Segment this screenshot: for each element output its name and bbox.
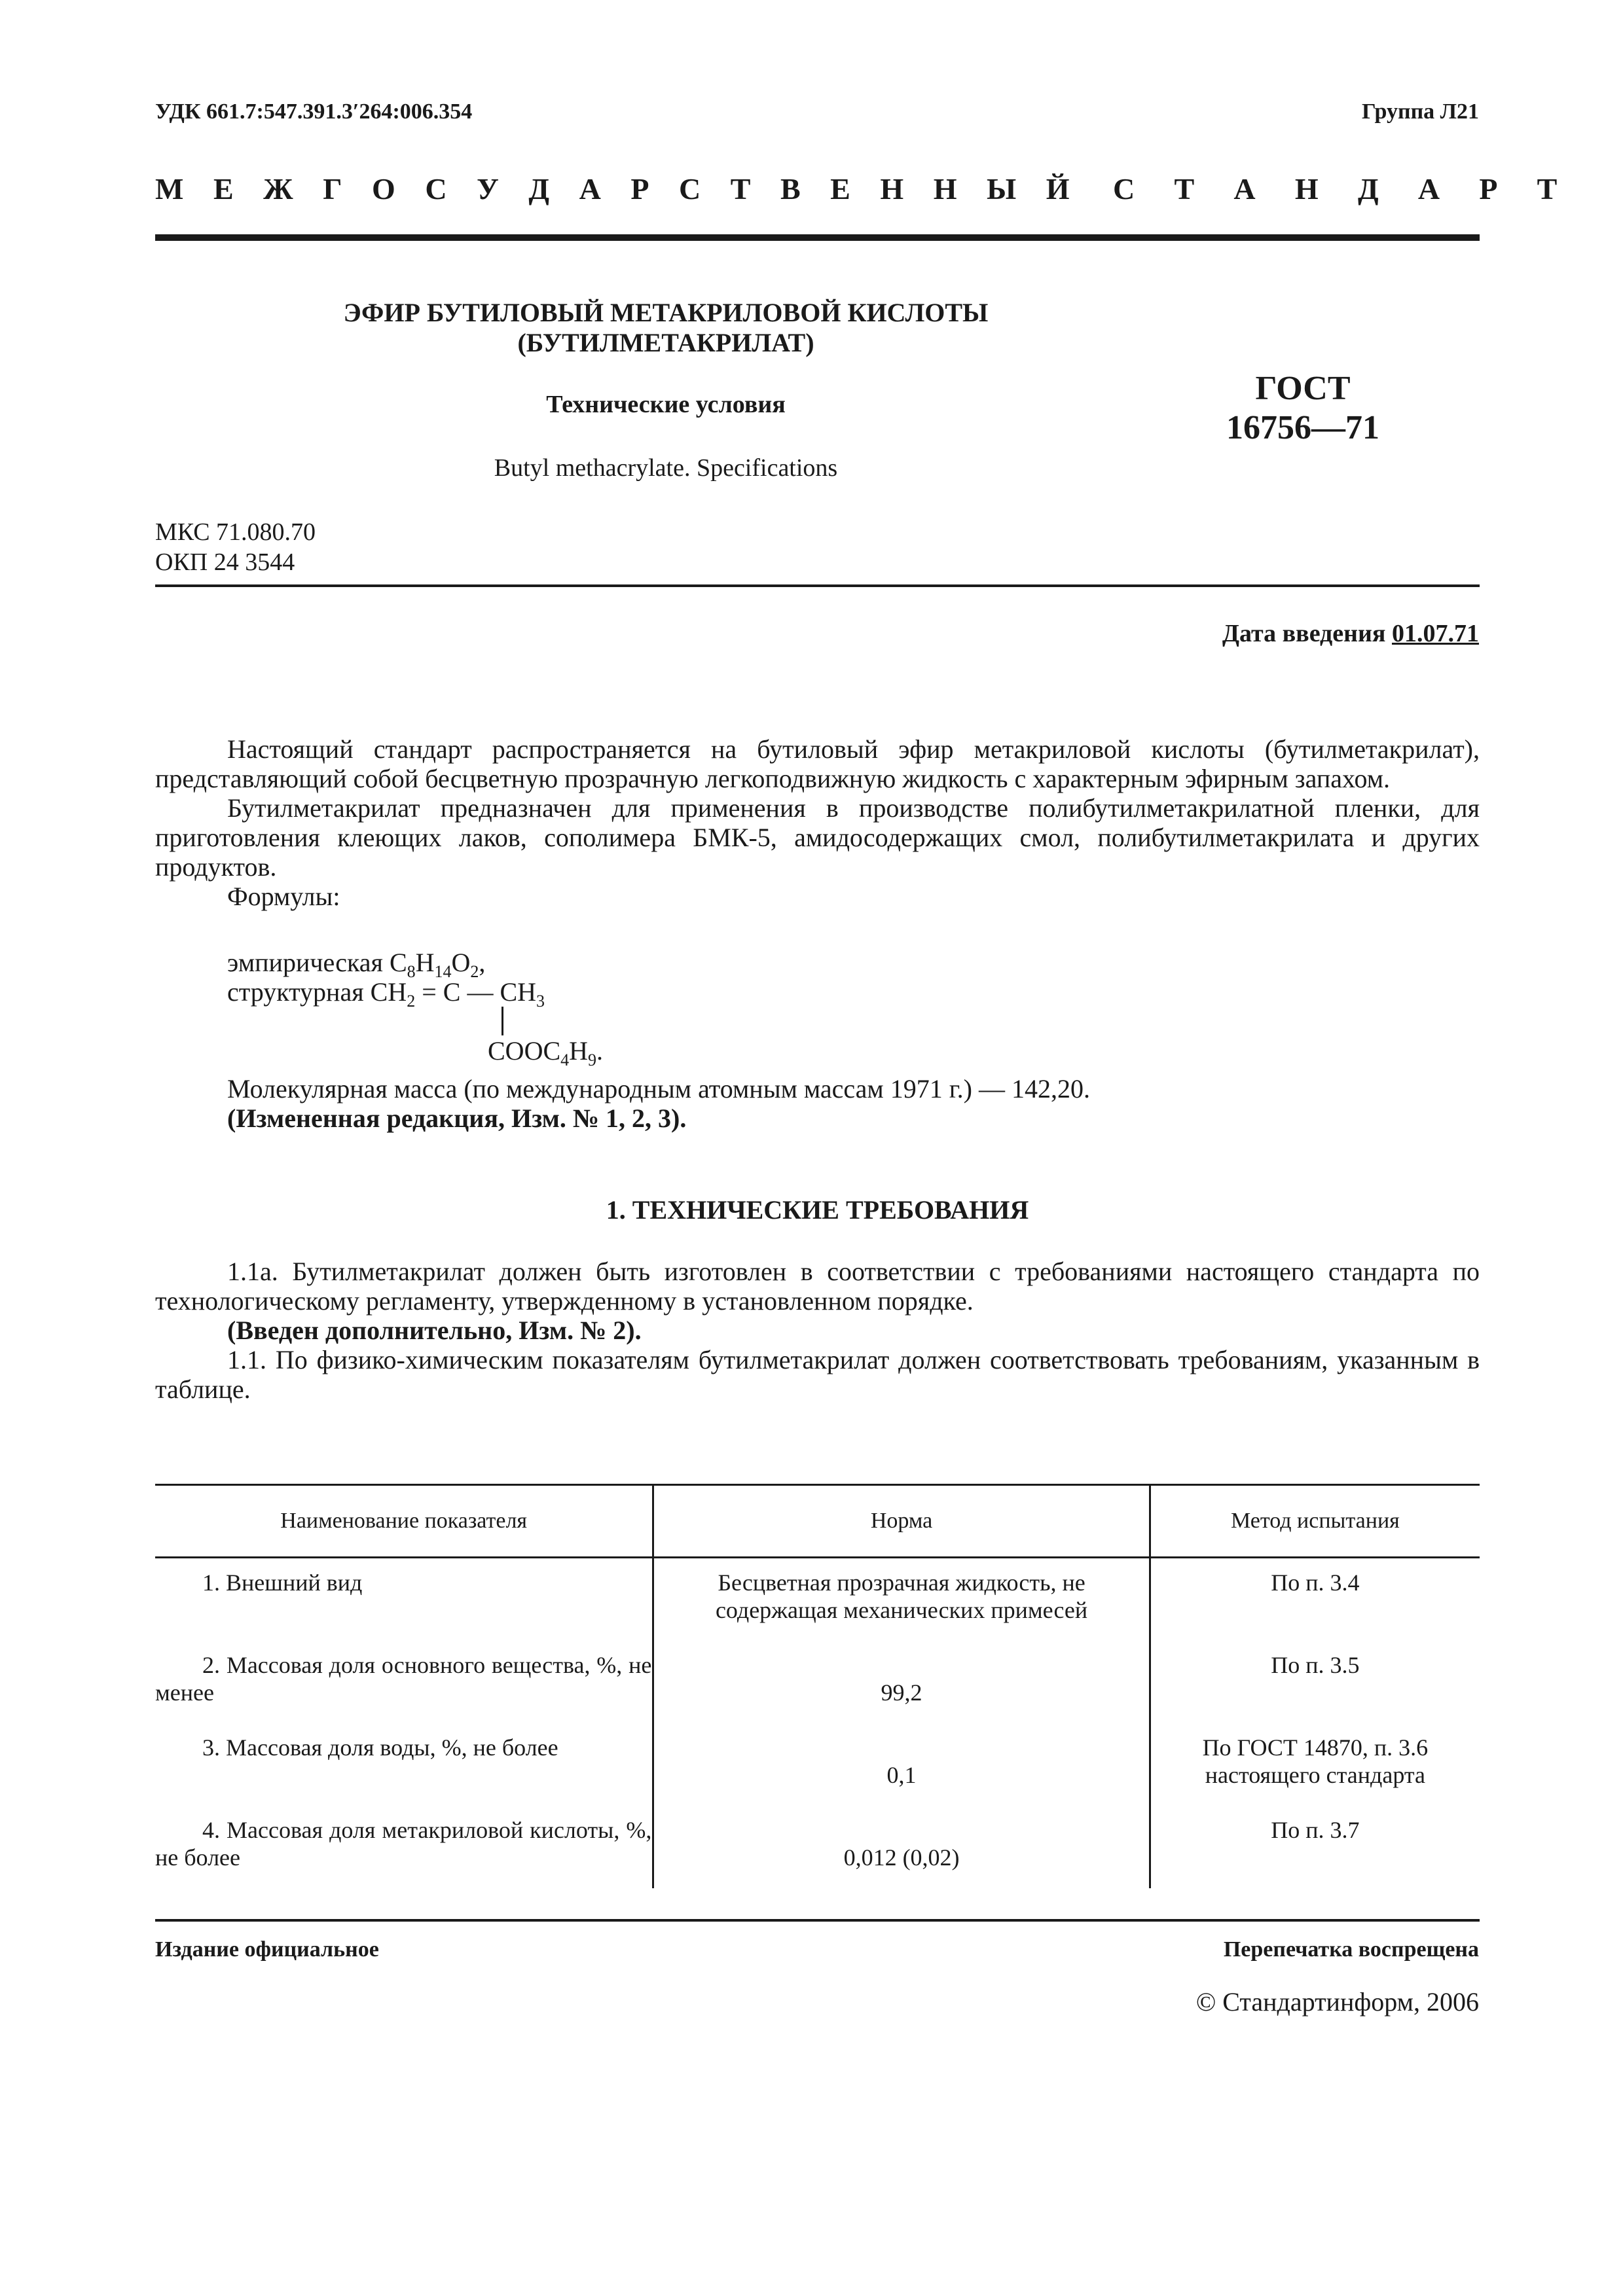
ester-group-formula: $COOC_4H_9$. <box>488 1036 604 1069</box>
intro-text <box>155 734 1480 911</box>
row-4-norm: 0,012 (0,02) <box>653 1806 1150 1888</box>
okp-code: ОКП 24 3544 <box>155 548 295 576</box>
copyright: © Стандартинформ, 2006 <box>1195 1987 1479 2017</box>
row-4-name: 4. Массовая доля метакриловой кислоты, %, не более <box>155 1817 652 1871</box>
clause-1-1: 1.1. По физико-химическим показателям бутилметакрилат должен соответствовать требованиям, указанным в таблице. <box>155 1345 1480 1404</box>
row-2-name: 2. Массовая доля основного вещества, %, не менее <box>155 1652 652 1706</box>
structural-formula: структурная $CH_2 = C$ — $CH_3$ <box>227 977 545 1011</box>
row-2-method: По п. 3.5 <box>1150 1641 1480 1723</box>
row-3-method: По ГОСТ 14870, п. 3.6 настоящего стандарта <box>1150 1723 1480 1806</box>
codes-rule <box>155 584 1480 587</box>
official-edition: Издание официальное <box>155 1937 379 1962</box>
english-title: Butyl methacrylate. Specifications <box>494 454 838 482</box>
subtitle: Технические условия <box>546 391 786 418</box>
title-line-1: ЭФИР БУТИЛОВЫЙ МЕТАКРИЛОВОЙ КИСЛОТЫ <box>343 298 989 327</box>
header-method: Метод испытания <box>1150 1485 1480 1558</box>
specification-table <box>155 1484 1480 1888</box>
row-1-norm: Бесцветная прозрачная жидкость, не содержащая механических примесей <box>653 1558 1150 1641</box>
title-line-2: (БУТИЛМЕТАКРИЛАТ) <box>517 328 814 357</box>
section-1-text <box>155 1257 1480 1404</box>
intro-date-value: 01.07.71 <box>1392 620 1479 647</box>
udk-code: УДК 661.7:547.391.3′264:006.354 <box>155 99 473 124</box>
row-2-norm: 99,2 <box>653 1641 1150 1723</box>
structural-bond-line <box>501 1007 503 1035</box>
header-rule <box>155 234 1480 241</box>
section-1-heading: 1. ТЕХНИЧЕСКИЕ ТРЕБОВАНИЯ <box>606 1195 1029 1225</box>
empirical-formula: эмпирическая $C_8H_{14}O_2$, <box>227 948 486 981</box>
empirical-label: эмпирическая <box>227 948 383 977</box>
molar-mass: Молекулярная масса (по международным атомным массам 1971 г.) — 142,20. <box>227 1074 1090 1103</box>
intro-paragraph-1: Настоящий стандарт распространяется на бутиловый эфир метакриловой кислоты (бутилметакрилат), представляющий собой бесцветную прозрачную легкоподвижную жидкость с характерным эфирным запахом. <box>155 734 1480 793</box>
gost-label: ГОСТ <box>1255 370 1351 407</box>
table-row <box>155 1558 1480 1641</box>
header-indicator: Наименование показателя <box>155 1485 653 1558</box>
gost-number: 16756—71 <box>1226 409 1379 446</box>
table-row <box>155 1806 1480 1888</box>
footer-rule <box>155 1919 1480 1922</box>
table-header-row <box>155 1485 1480 1558</box>
structural-label: структурная <box>227 977 364 1007</box>
reprint-prohibited: Перепечатка воспрещена <box>1223 1937 1479 1962</box>
intro-date <box>1222 619 1479 648</box>
header-norm: Норма <box>653 1485 1150 1558</box>
gost-designation <box>1159 369 1447 448</box>
intro-paragraph-2: Бутилметакрилат предназначен для применения в производстве полибутилметакрилатной пленки, для приготовления клеющих лаков, сополимера БМК-5, амидосодержащих смол, полибутилметакрилата и других продуктов. <box>155 793 1480 882</box>
standard-heading: С Т А Н Д А Р Т <box>1113 172 1573 206</box>
amendment-note: (Измененная редакция, Изм. № 1, 2, 3). <box>227 1103 687 1133</box>
intro-date-label: Дата введения <box>1222 620 1386 647</box>
group-code: Группа Л21 <box>1362 99 1479 124</box>
formulas-label: Формулы: <box>227 882 340 911</box>
row-1-method: По п. 3.4 <box>1150 1558 1480 1641</box>
table-row <box>155 1723 1480 1806</box>
row-4-method: По п. 3.7 <box>1150 1806 1480 1888</box>
row-1-name: 1. Внешний вид <box>202 1570 363 1596</box>
clause-1-1a-note: (Введен дополнительно, Изм. № 2). <box>227 1316 642 1345</box>
mks-code: МКС 71.080.70 <box>155 518 316 546</box>
table-row <box>155 1641 1480 1723</box>
classification-codes <box>155 517 316 577</box>
row-3-norm: 0,1 <box>653 1723 1150 1806</box>
title-block <box>155 298 1176 358</box>
row-3-name: 3. Массовая доля воды, %, не более <box>202 1734 558 1761</box>
clause-1-1a: 1.1а. Бутилметакрилат должен быть изготовлен в соответствии с требованиями настоящего стандарта по технологическому регламенту, утвержденному в установленном порядке. <box>155 1257 1480 1316</box>
interstate-heading: М Е Ж Г О С У Д А Р С Т В Е Н Н Ы Й <box>155 172 1081 206</box>
